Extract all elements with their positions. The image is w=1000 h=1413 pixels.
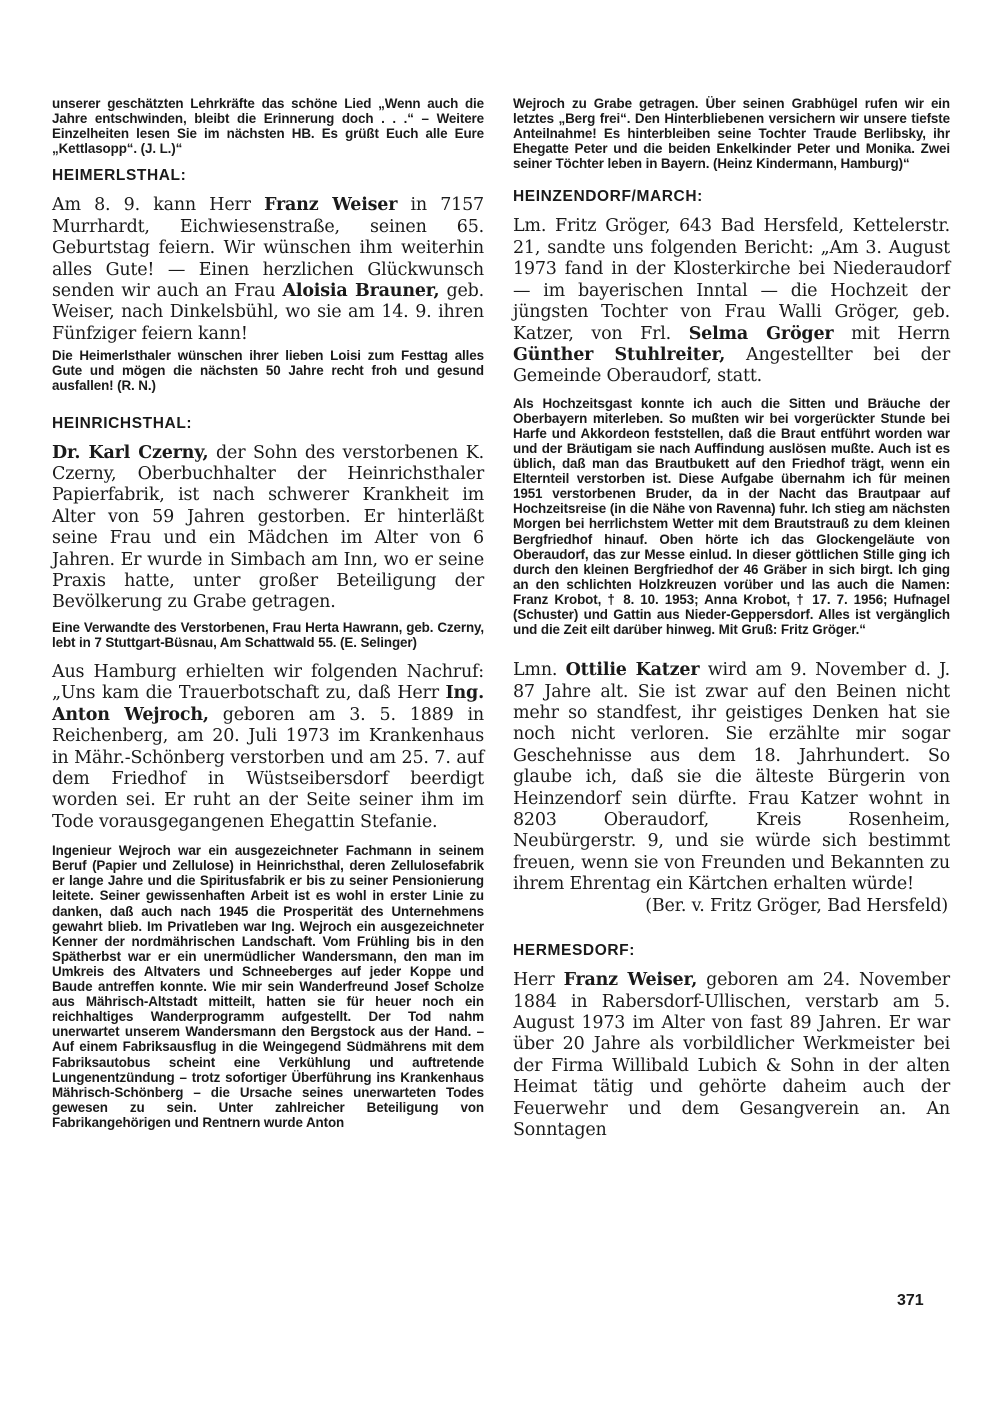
- person-name: Aloisia Brauner,: [282, 281, 440, 301]
- intro-text: unserer geschätzten Lehrkräfte das schöne Lied „Wenn auch die Jahre entschwinden, bleibt die Erinnerung doch . . .“ – Weitere Einzelheiten lesen Sie im nächsten HB. Es grüßt Euch alle Eure „Kettlasopp“. (J. L.)“: [52, 96, 484, 157]
- wejroch-obituary-note: Ingenieur Wejroch war ein ausgezeichneter Fachmann in seinem Beruf (Papier und Zellulose) in Heinrichsthal, deren Zellulosefabrik er lange Jahre und die Spiritusfabrik er bis zu seiner Pensionierung leitete. Seiner gewissenhaften Arbeit ist es wohl in erster Linie zu danken, daß auch nach 1945 die Prosperität des Unternehmens gewahrt blieb. Im Privatleben war Ing. Wejroch ein ausgezeichneter Kenner der nordmährischen Landschaft. Vom Frühling bis in den Spätherbst war er ein unermüdlicher Wandersmann, den man im Umkreis des Altvaters und Schneeberges auf jeder Koppe und Baude antreffen konnte. Wie mir sein Wanderfreund Josef Scholze aus Mährisch-Altstadt mitteilt, hatten sie für heuer noch ein reichhaltiges Wanderprogramm aufgestellt. Der Tod nahm unerwartet unserem Wandersmann den Bergstock aus der Hand. – Auf einem Fabriksausflug in die Weingegend Südmährens mit dem Fabriksautobus scheint eine Verkühlung und auftretende Lungenentzündung – trotz sofortiger Überführung ins Krankenhaus Mährisch-Schönberg – die Ursache seines unerwarteten Todes gewesen zu sein. Unter zahlreicher Beteiligung von Fabrikangehörigen und Rentnern wurde Anton: [52, 843, 484, 1130]
- heinrichsthal-paragraph: Dr. Karl Czerny, der Sohn des verstorbenen K. Czerny, Oberbuchhalter der Heinrichsthaler Papierfabrik, ist nach schwerer Krankheit im Alter von 59 Jahren gestorben. Er hinterläßt seine Frau und ein Mädchen im Alter von 6 Jahren. Er wurde in Simbach am Inn, wo er seine Praxis hatte, unter großer Beteiligung der Bevölkerung zu Grabe getragen.: [52, 442, 484, 613]
- person-name: Franz Weiser,: [563, 970, 698, 991]
- hermesdorf-paragraph: Herr Franz Weiser, geboren am 24. November 1884 in Rabersdorf-Ullischen, verstarb am 5. August 1973 im Alter von fast 89 Jahren. Er war über 20 Jahre als vorbildlicher Werkmeister bei der Firma Willibald Lubich & Sohn in der alten Heimat tätig und gehörte daheim auch der Feuerwehr und dem Gesangverein an. An Sonntagen: [513, 970, 950, 1140]
- person-name: Ottilie Katzer: [565, 660, 700, 681]
- wedding-report-note: Als Hochzeitsgast konnte ich auch die Sitten und Bräuche der Oberbayern miterleben. So mußten wir bei vorgerückter Stunde bei Harfe und Akkordeon feststellen, daß die Braut entführt worden war und der Bräutigam sie nach Auffindung auslösen mußte. Auch ist es üblich, daß man das Brautbukett auf den Friedhof trägt, wenn ein Elternteil verstorben ist. Diese Aufgabe übernahm ich für meinen 1951 verstorbenen Bruder, da in der Nacht das Brautpaar auf Hochzeitsreise (in die Nähe von Ravenna) fuhr. Ich stieg am nächsten Morgen bei herrlichstem Wetter mit dem Brautstrauß zu dem kleinen Bergfriedhof hinauf. Oben hörte ich das Glockengeläute von Oberaudorf, das zur Messe einlud. In dieser göttlichen Stille ging ich durch den kleinen Bergfriedhof der 46 Gräber in sich birgt. Ich ging an den schlichten Holzkreuzen vorüber und las auch die Namen: Franz Krobot, † 8. 10. 1953; Anna Krobot, † 17. 7. 1956; Hufnagel (Schuster) und Gattin aus Nieder-Geppersdorf. Alles ist vergänglich und die Zeit eilt darüber hinweg. Mit Gruß: Fritz Gröger.“: [513, 395, 950, 638]
- heimerlsthal-note: Die Heimerlsthaler wünschen ihrer lieben Loisi zum Festtag alles Gute und mögen die nächsten 50 Jahre recht froh und gesund ausfallen! (R. N.): [52, 348, 484, 394]
- heading-hermesdorf: HERMESDORF:: [513, 942, 635, 960]
- left-column: [52, 96, 484, 1130]
- heading-heinzendorf: HEINZENDORF/MARCH:: [513, 188, 703, 206]
- right-column: [513, 96, 950, 1141]
- person-name: Dr. Karl Czerny,: [52, 442, 209, 463]
- person-name: Selma Gröger: [688, 323, 834, 344]
- person-name: Ing. Anton Wejroch,: [52, 683, 484, 725]
- person-name: Franz Weiser: [264, 195, 398, 216]
- heading-heimerlsthal: HEIMERLSTHAL:: [52, 167, 187, 185]
- continuation-text: Wejroch zu Grabe getragen. Über seinen Grabhügel rufen wir ein letztes „Berg frei“. Den Hinterbliebenen versichern wir unsere tiefste Anteilnahme! Es hinterbleiben seine Tochter Traude Berlibsky, ihr Ehegatte Peter und die beiden Enkelkinder Peter und Monika. Zwei seiner Töchter leben in Bayern. (Heinz Kindermann, Hamburg)“: [513, 96, 950, 172]
- heading-heinrichsthal: HEINRICHSTHAL:: [52, 414, 193, 432]
- katzer-paragraph: Lmn. Ottilie Katzer wird am 9. November d. J. 87 Jahre alt. Sie ist zwar auf den Beinen nicht mehr so standfest, ihr geistiges Denken hat sie noch nicht verloren. Sie erzählte mir sogar Geschehnisse aus dem 18. Jahrhundert. So glaube ich, daß sie die älteste Bürgerin von Heinzendorf sein dürfte. Frau Katzer wohnt in 8203 Oberaudorf, Kreis Rosenheim, Neubürgerstr. 9, und sie würde sich bestimmt freuen, wenn sie von Freunden und Bekannten zu ihrem Ehrentag ein Kärtchen erhalten würde!: [513, 660, 950, 895]
- heinrichsthal-note: Eine Verwandte des Verstorbenen, Frau Herta Hawrann, geb. Czerny, lebt in 7 Stuttgart-Büsnau, Am Schattwald 55. (E. Selinger): [52, 619, 484, 650]
- heinzendorf-paragraph: Lm. Fritz Gröger, 643 Bad Hersfeld, Kettelerstr. 21, sandte uns folgenden Bericht: „Am 3. August 1973 fand in der Klosterkirche bei Niederaudorf — im bayerischen Inntal — die Hochzeit der jüngsten Tochter von Frau Walli Gröger, geb. Katzer, von Frl. Selma Gröger mit Herrn Günther Stuhlreiter, Angestellter bei der Gemeinde Oberaudorf, statt.: [513, 216, 951, 387]
- page-number: 371: [897, 1292, 924, 1309]
- person-name: Günther Stuhlreiter,: [513, 344, 726, 365]
- report-signature: (Ber. v. Fritz Gröger, Bad Hersfeld): [645, 895, 948, 916]
- heimerlsthal-paragraph: Am 8. 9. kann Herr Franz Weiser in 7157 Murrhardt, Eichwiesenstraße, seinen 65. Geburtstag feiern. Wir wünschen ihm weiterhin alles Gute! — Einen herzlichen Glückwunsch senden wir auch an Frau Aloisia Brauner, geb. Weiser, nach Dinkelsbühl, wo sie am 14. 9. ihren Fünfziger feiern kann!: [52, 195, 485, 344]
- hamburg-obituary-paragraph: Aus Hamburg erhielten wir folgenden Nachruf: „Uns kam die Trauerbotschaft zu, daß Herr Ing. Anton Wejroch, geboren am 3. 5. 1889 in Reichenberg, am 20. Juli 1973 im Krankenhaus in Mähr.-Schönberg verstorben und am 25. 7. auf dem Friedhof in Wüstseibersdorf beerdigt worden sei. Er ruht an der Seite seiner ihm im Tode vorausgegangenen Ehegattin Stefanie.: [52, 661, 484, 832]
